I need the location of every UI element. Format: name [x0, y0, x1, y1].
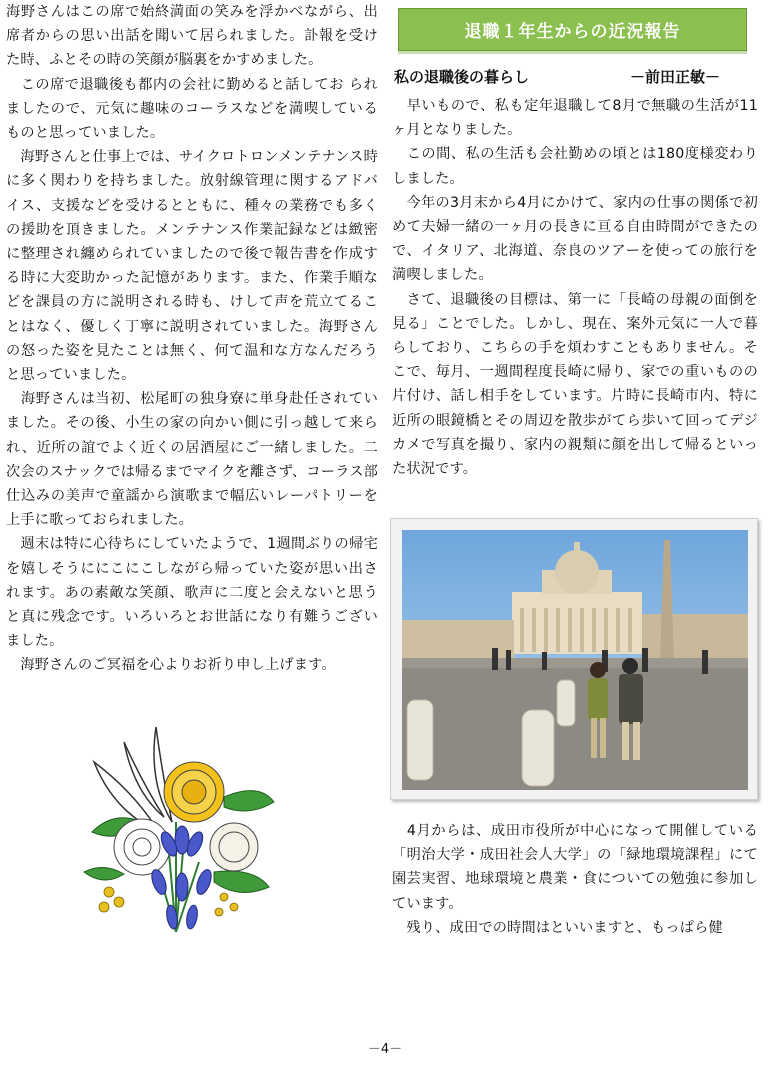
article-body-continued — [392, 819, 758, 940]
article-paragraph-5: 4月からは、成田市役所が中心になって開催している「明治大学・成田社会人大学」の「緑地環境課程」にて園芸実習、地球環境と農業・食についての勉強に参加しています。 — [392, 823, 758, 912]
section-banner-title: 退職１年生からの近況報告 — [464, 22, 681, 42]
page-number: －4－ — [367, 1042, 403, 1057]
article-paragraph-4: さて、退職後の目標は、第一に「長崎の母親の面倒を見る」ことでした。しかし、現在、案外元気に一人で暮らしており、こちらの手を煩わすこともありません。そこで、毎月、一週間程度長崎に帰り、家での重いものの片付け、話し相手をしています。片時に長崎市内、特に近所の眼鏡橋とその周辺を散歩がてら歩いて回ってデジカメで写真を撮り、家内の親類に顔を出して帰るといった状況です。 — [392, 291, 758, 478]
left-paragraph-4: 海野さんは当初、松尾町の独身寮に単身赴任されていました。その後、小生の家の向かい側に引っ越して来られ、近所の誼でよく近くの居酒屋にご一緒しました。二次会のスナックでは帰るまでマイクを離さず、コーラス部仕込みの美声で童謡から演歌まで幅広いレーパトリーを上手に歌っておられました。 — [6, 391, 378, 529]
article-title: 私の退職後の暮らし — [394, 68, 530, 86]
article-paragraph-1: 早いもので、私も定年退職して8月で無職の生活が11ヶ月となりました。 — [392, 98, 758, 139]
photo-st-peters-square — [402, 530, 748, 790]
left-column — [6, 0, 378, 678]
flower-bouquet-icon — [64, 722, 294, 936]
travel-photo — [390, 518, 758, 800]
article-paragraph-3: 今年の3月末から4月にかけて、家内の仕事の関係で初めて夫婦一緒の一ヶ月の長きに亘る自由時間ができたので、イタリア、北海道、奈良のツアーを使っての旅行を満喫しました。 — [392, 194, 758, 284]
left-paragraph-3: 海野さんと仕事上では、サイクロトロンメンテナンス時に多く関わりを持ちました。放射線管理に関するアドバイス、支援などを受けるとともに、種々の業務でも多くの援助を頂きました。メンテナンス作業記録などは緻密に整理され纏められていましたので後で報告書を作成する時に大変助かった記憶があります。また、作業手順などを課員の方に説明される時も、けして声を荒立てることはなく、優しく丁寧に説明されていました。海野さんの怒った姿を見たことは無く、何て温和な方なんだろうと思っていました。 — [6, 149, 378, 384]
left-paragraph-2: この席で退職後も都内の会社に勤めると話してお られましたので、元気に趣味のコーラスなどを満喫しているものと思っていました。 — [6, 76, 378, 142]
left-paragraph-5: 週末は特に心待ちにしていたようで、1週間ぶりの帰宅を嬉しそうににこにこしながら帰っていた姿が思い出されます。あの素敵な笑顔、歌声に二度と会えないと思うと真に残念です。いろいろとお世話になり有難うございました。 — [6, 536, 378, 650]
article-author: －前田正敏－ — [630, 68, 721, 86]
left-paragraph-6: 海野さんのご冥福を心よりお祈り申し上げます。 — [6, 657, 336, 674]
article-body — [392, 94, 758, 481]
left-paragraph-1: 海野さんはこの席で始終満面の笑みを浮かべながら、出席者からの思い出話を聞いて居られました。訃報を受けた時、ふとその時の笑顔が脳裏をかすめました。 — [6, 4, 378, 69]
article-paragraph-2: この間、私の生活も会社勤めの頃とは180度様変わりしました。 — [392, 146, 758, 187]
section-banner — [398, 8, 747, 51]
article-paragraph-6: 残り、成田での時間はといいますと、もっぱら健 — [392, 919, 723, 936]
article-header — [392, 66, 758, 90]
